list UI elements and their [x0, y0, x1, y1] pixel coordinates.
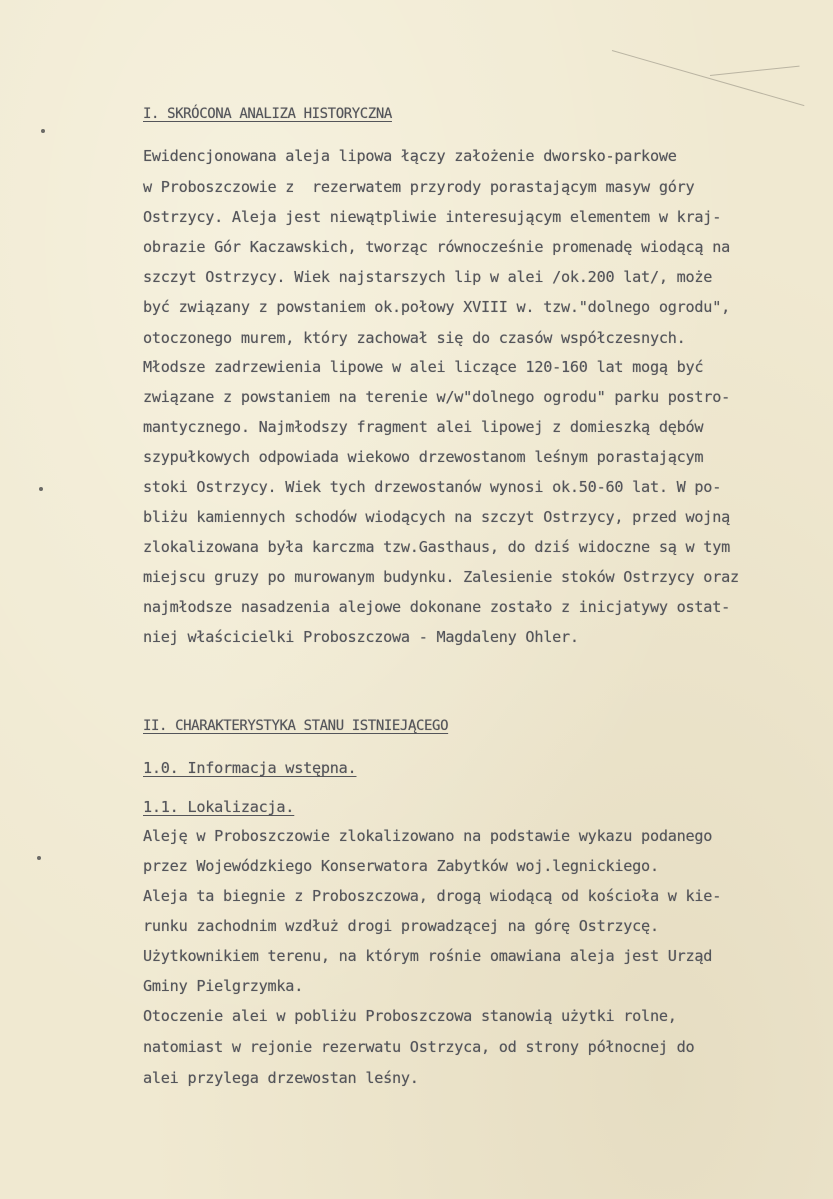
text-line: bliżu kamiennych schodów wiodących na szczyt Ostrzycy, przed wojną [143, 508, 730, 526]
text-line: zlokalizowana była karczma tzw.Gasthaus, do dziś widoczne są w tym [143, 538, 730, 556]
section-1-heading: I. SKRÓCONA ANALIZA HISTORYCZNA [143, 106, 392, 122]
text-line: miejscu gruzy po murowanym budynku. Zalesienie stoków Ostrzycy oraz [143, 568, 739, 586]
text-line: runku zachodnim wzdłuż drogi prowadzącej na górę Ostrzycę. [143, 917, 659, 935]
paper-scratch-mark [710, 66, 800, 76]
text-line: najmłodsze nasadzenia alejowe dokonane zostało z inicjatywy ostat- [143, 598, 730, 616]
text-line: szczyt Ostrzycy. Wiek najstarszych lip w alei /ok.200 lat/, może [143, 268, 713, 286]
paper-scratch-mark [612, 50, 805, 106]
text-line: Otoczenie alei w pobliżu Proboszczowa stanowią użytki rolne, [143, 1007, 677, 1025]
text-line: obrazie Gór Kaczawskich, tworząc równocześnie promenadę wiodącą na [143, 238, 730, 256]
text-line: natomiast w rejonie rezerwatu Ostrzyca, od strony północnej do [143, 1038, 695, 1056]
text-line: niej właścicielki Proboszczowa - Magdaleny Ohler. [143, 628, 579, 646]
text-line: być związany z powstaniem ok.połowy XVIII w. tzw."dolnego ogrodu", [143, 298, 730, 316]
text-line: Użytkownikiem terenu, na którym rośnie omawiana aleja jest Urząd [143, 947, 713, 965]
punch-hole-mark [41, 129, 45, 133]
text-line: mantycznego. Najmłodszy fragment alei lipowej z domieszką dębów [143, 418, 704, 436]
text-line: związane z powstaniem na terenie w/w"dolnego ogrodu" parku postro- [143, 388, 730, 406]
section-2-heading: II. CHARAKTERYSTYKA STANU ISTNIEJĄCEGO [143, 718, 449, 734]
subsection-1-1-heading: 1.1. Lokalizacja. [143, 798, 295, 816]
text-line: Młodsze zadrzewienia lipowe w alei liczące 120-160 lat mogą być [143, 358, 704, 376]
punch-hole-mark [39, 487, 43, 491]
text-line: Aleja ta biegnie z Proboszczowa, drogą wiodącą od kościoła w kie- [143, 887, 722, 905]
text-line: Ostrzycy. Aleja jest niewątpliwie interesującym elementem w kraj- [143, 208, 722, 226]
text-line: Aleję w Proboszczowie zlokalizowano na podstawie wykazu podanego [143, 827, 713, 845]
text-line: przez Wojewódzkiego Konserwatora Zabytków woj.legnickiego. [143, 857, 659, 875]
text-line: otoczonego murem, który zachował się do czasów współczesnych. [143, 329, 686, 347]
text-line: szypułkowych odpowiada wiekowo drzewostanom leśnym porastającym [143, 448, 704, 466]
text-line: Ewidencjonowana aleja lipowa łączy założenie dworsko-parkowe [143, 147, 677, 165]
text-line: w Proboszczowie z rezerwatem przyrody porastającym masyw góry [143, 178, 695, 196]
text-line: stoki Ostrzycy. Wiek tych drzewostanów wynosi ok.50-60 lat. W po- [143, 478, 722, 496]
subsection-1-0-heading: 1.0. Informacja wstępna. [143, 759, 357, 777]
text-line: alei przylega drzewostan leśny. [143, 1069, 419, 1087]
punch-hole-mark [37, 856, 41, 860]
text-line: Gminy Pielgrzymka. [143, 977, 304, 995]
